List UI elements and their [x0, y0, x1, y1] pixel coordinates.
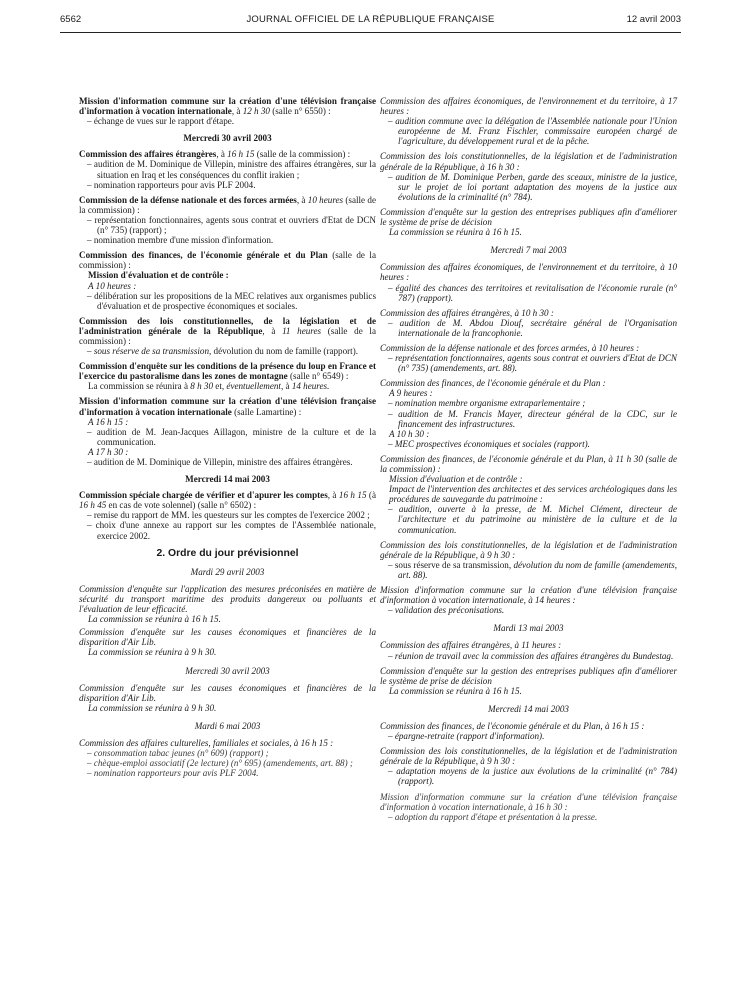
journal-title: JOURNAL OFFICIEL DE LA RÉPUBLIQUE FRANÇAISE	[246, 14, 495, 25]
agenda-time: A 17 h 30 :	[88, 446, 129, 457]
page-number: 6562	[60, 14, 82, 25]
page-header	[60, 14, 681, 33]
agenda-entry-title: Commission des affaires économiques, de l'environnement et du territoire, à 10 heures :	[380, 262, 677, 283]
day-heading: Mercredi 14 mai 2003	[185, 474, 270, 485]
right-column	[380, 96, 677, 822]
agenda-item: – audition de M. Dominique de Villepin, ministre des affaires étrangères.	[87, 457, 353, 467]
agenda-entry-title: Mission d'information commune sur la création d'une télévision française d'information à vocation internationale, à 16 h 30 :	[380, 791, 677, 812]
agenda-entry-title: Commission des affaires culturelles, familiales et sociales, à 16 h 15 :	[79, 737, 334, 748]
agenda-meeting-line: La commission se réunira à 16 h 15.	[389, 227, 522, 238]
agenda-entry-title: Commission des finances, de l'économie générale et du Plan :	[380, 378, 606, 389]
agenda-meeting-line: La commission se réunira à 8 h 30 et, éventuellement, à 14 heures.	[88, 381, 330, 392]
agenda-item: – sous réserve de sa transmission, dévolution du nom de famille (amendements, art. 88).	[388, 559, 677, 580]
agenda-entry-title: Commission des finances, de l'économie générale et du Plan, à 16 h 15 :	[380, 720, 645, 731]
agenda-item: – nomination rapporteurs pour avis PLF 2004.	[87, 768, 259, 779]
day-heading: Mercredi 30 avril 2003	[183, 133, 272, 144]
agenda-subheading: Impact de l'intervention des architectes et des services archéologiques dans les procédures de sauvegarde du patrimoine :	[389, 484, 677, 505]
agenda-item: – adaptation moyens de la justice aux évolutions de la criminalité (n° 784) (rapport).	[388, 766, 677, 787]
agenda-item: – épargne-retraite (rapport d'information).	[388, 731, 545, 742]
agenda-item: – audition de M. Jean-Jacques Aillagon, ministre de la culture et de la communication.	[87, 426, 376, 447]
agenda-entry-title: Commission de la défense nationale et des forces armées, à 10 heures (salle de la commission) :	[79, 194, 376, 215]
agenda-item: – audition commune avec la délégation de l'Assemblée nationale pour l'Union européenne de M. Franz Fischler, commissaire européen chargé de l'agriculture, du développement rural et de la pêche.	[388, 116, 677, 147]
agenda-item: – échange de vues sur le rapport d'étape.	[87, 116, 235, 127]
agenda-item: – choix d'une annexe au rapport sur les comptes de l'Assemblée nationale, exercice 2002.	[87, 520, 376, 541]
agenda-meeting-line: La commission se réunira à 16 h 15.	[88, 614, 221, 625]
agenda-entry-title: Mission d'information commune sur la création d'une télévision française d'information à vocation internationale (salle Lamartine) :	[79, 396, 376, 417]
agenda-entry-title: Commission d'enquête sur les conditions de la présence du loup en France et l'exercice du pastoralisme dans les zones de montagne (salle n° 6549) :	[79, 361, 376, 382]
agenda-item: – chèque-emploi associatif (2e lecture) (n° 695) (amendements, art. 88) ;	[87, 758, 353, 769]
agenda-entry-title: Commission d'enquête sur l'application des mesures préconisées en matière de sécurité du transport maritime des produits dangereux ou polluants et l'évaluation de leur efficacité.	[79, 583, 376, 615]
agenda-entry-title: Commission des affaires étrangères, à 16 h 15 (salle de la commission) :	[79, 149, 351, 160]
agenda-entry-title: Mission d'information commune sur la création d'une télévision française d'information à vocation internationale, à 12 h 30 (salle n° 6550) :	[79, 96, 376, 117]
agenda-item: – nomination membre d'une mission d'information.	[87, 235, 274, 246]
day-heading: Mercredi 30 avril 2003	[185, 665, 270, 676]
agenda-entry-title: Commission d'enquête sur les causes économiques et financières de la disparition d'Air Lib.	[79, 627, 376, 648]
agenda-time: A 10 h 30 :	[389, 428, 430, 439]
agenda-entry-title: Commission des affaires économiques, de l'environnement et du territoire, à 17 heures :	[380, 96, 677, 117]
agenda-time: A 16 h 15 :	[88, 416, 129, 427]
agenda-item: – sous réserve de sa transmission, dévolution du nom de famille (rapport).	[87, 346, 359, 357]
agenda-item: – délibération sur les propositions de la MEC relatives aux organismes publics d'évaluation et de prospective économiques et sociales.	[87, 290, 376, 311]
agenda-item: – MEC prospectives économiques et sociales (rapport).	[388, 438, 590, 449]
agenda-meeting-line: La commission se réunira à 9 h 30.	[88, 647, 217, 658]
agenda-subheading: Mission d'évaluation et de contrôle :	[389, 474, 523, 485]
section-heading: 2. Ordre du jour prévisionnel	[156, 547, 299, 559]
day-heading: Mardi 13 mai 2003	[493, 623, 564, 634]
agenda-meeting-line: La commission se réunira à 16 h 15.	[389, 685, 522, 696]
issue-date: 12 avril 2003	[626, 14, 681, 25]
agenda-item: – réunion de travail avec la commission des affaires étrangères du Bundestag.	[388, 650, 674, 661]
agenda-entry-title: Commission des finances, de l'économie générale et du Plan, à 11 h 30 (salle de la commission) :	[380, 453, 677, 474]
agenda-entry-title: Commission d'enquête sur la gestion des entreprises publiques afin d'améliorer le système de prise de décision	[380, 665, 677, 686]
agenda-item: – nomination membre organisme extraparlementaire ;	[388, 398, 586, 409]
left-column	[79, 96, 376, 778]
agenda-item: – validation des préconisations.	[388, 605, 505, 616]
agenda-item: – audition, ouverte à la presse, de M. Michel Clément, directeur de l'architecture et du patrimoine au ministère de la culture et de la communication.	[388, 504, 677, 535]
agenda-time: A 10 heures :	[88, 280, 137, 291]
agenda-item: – représentation fonctionnaires, agents sous contrat et ouvriers d'Etat de DCN (n° 735) (rapport) ;	[87, 214, 376, 236]
agenda-entry-title: Commission spéciale chargée de vérifier et d'apurer les comptes, à 16 h 15 (à 16 h 45 en cas de vote solennel) (salle n° 6502) :	[79, 490, 376, 511]
agenda-item: – consommation tabac jeunes (n° 609) (rapport) ;	[87, 748, 269, 759]
agenda-item: – audition de M. Abdou Diouf, secrétaire général de l'Organisation internationale de la francophonie.	[388, 317, 677, 338]
agenda-item: – représentation fonctionnaires, agents sous contrat et ouvriers d'Etat de DCN (n° 735) (amendements, art. 88).	[388, 353, 677, 374]
agenda-item: – audition de M. Dominique de Villepin, ministre des affaires étrangères, sur la situation en Iraq et les conséquences du conflit irakien ;	[87, 159, 376, 180]
agenda-entry-title: Commission d'enquête sur les causes économiques et financières de la disparition d'Air Lib.	[79, 682, 376, 703]
day-heading: Mardi 29 avril 2003	[190, 566, 265, 577]
agenda-entry-title: Mission d'information commune sur la création d'une télévision française d'information à vocation internationale, à 14 heures :	[380, 585, 677, 606]
day-heading: Mardi 6 mai 2003	[194, 720, 261, 731]
agenda-entry-title: Commission des lois constitutionnelles, de la législation et de l'administration générale de la République, à 9 h 30 :	[380, 539, 677, 560]
agenda-item: – remise du rapport de MM. les questeurs sur les comptes de l'exercice 2002 ;	[87, 510, 370, 521]
agenda-item: – égalité des chances des territoires et revitalisation de l'économie rurale (n° 787) (rapport).	[388, 282, 677, 303]
agenda-item: – nomination rapporteurs pour avis PLF 2004.	[87, 179, 256, 190]
agenda-item: – audition de M. Dominique Perben, garde des sceaux, ministre de la justice, sur le projet de loi portant adaptation des moyens de la justice aux évolutions de la criminalité (n° 784).	[388, 171, 677, 202]
agenda-entry-title: Commission des lois constitutionnelles, de la législation et de l'administration générale de la République, à 11 heures (salle de la commission) :	[79, 315, 376, 346]
agenda-entry-title: Commission d'enquête sur la gestion des entreprises publiques afin d'améliorer le système de prise de décision	[380, 206, 677, 228]
agenda-item: – adoption du rapport d'étape et présentation à la presse.	[388, 811, 598, 822]
agenda-entry-title: Commission des affaires étrangères, à 10 h 30 :	[380, 307, 554, 318]
agenda-time: A 9 heures :	[389, 388, 433, 399]
agenda-entry-title: Commission des affaires étrangères, à 11 heures :	[380, 640, 562, 651]
agenda-subheading: Mission d'évaluation et de contrôle :	[88, 270, 229, 281]
agenda-meeting-line: La commission se réunira à 9 h 30.	[88, 702, 217, 713]
agenda-item: – audition de M. Francis Mayer, directeur général de la CDC, sur le financement des infrastructures.	[388, 408, 677, 429]
agenda-entry-title: Commission des finances, de l'économie générale et du Plan (salle de la commission) :	[79, 250, 376, 271]
agenda-entry-title: Commission de la défense nationale et des forces armées, à 10 heures :	[380, 342, 640, 353]
agenda-entry-title: Commission des lois constitutionnelles, de la législation et de l'administration générale de la République, à 9 h 30 :	[380, 746, 677, 767]
day-heading: Mercredi 7 mai 2003	[490, 245, 567, 256]
agenda-entry-title: Commission des lois constitutionnelles, de la législation et de l'administration générale de la République, à 16 h 30 :	[380, 151, 677, 172]
day-heading: Mercredi 14 mai 2003	[488, 703, 569, 714]
